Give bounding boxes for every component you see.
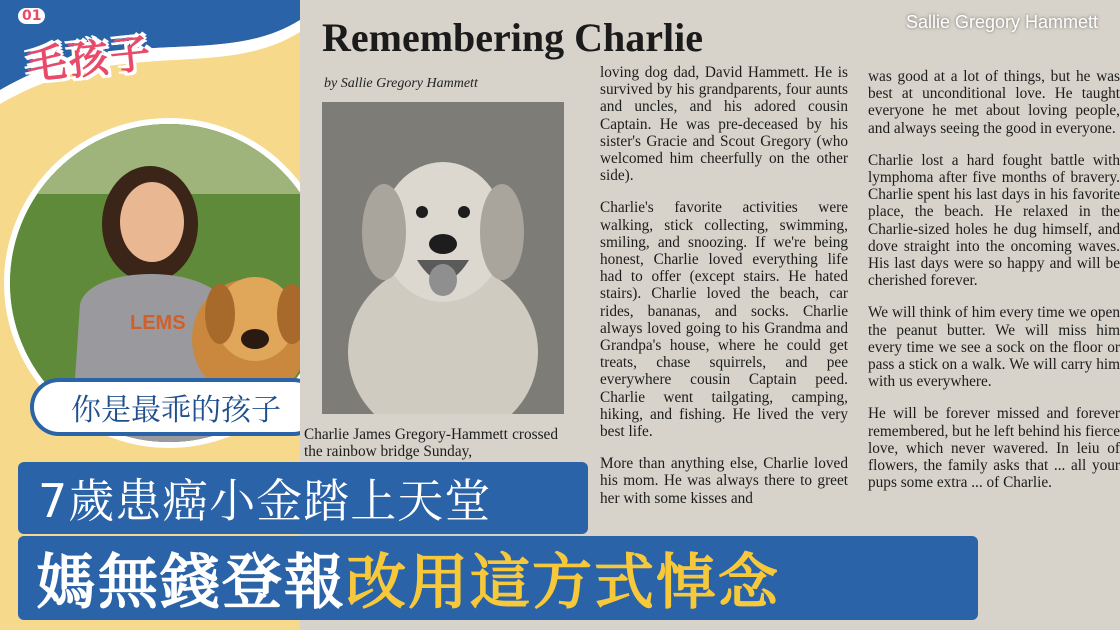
article-paragraph: was good at a lot of things, but he was best at unconditional love. He taught everyone he met about loving people, and always seeing the good in everyone. [868, 68, 1120, 137]
headline-line-1: 7歲患癌小金踏上天堂 [18, 462, 588, 534]
article-paragraph: More than anything else, Charlie loved his mom. He was always there to greet her with some kisses and [600, 455, 848, 507]
article-byline: by Sallie Gregory Hammett [324, 76, 478, 91]
article-paragraph: Charlie James Gregory-Hammett crossed the rainbow bridge Sunday, [304, 426, 558, 461]
logo-tag: 01 [18, 8, 45, 24]
article-paragraph: loving dog dad, David Hammett. He is survived by his grandparents, four aunts and uncles, and his adored cousin Captain. He was pre-deceased by his sister's Gracie and Scout Gregory (who welcomed him cheerfully on the other side). [600, 64, 848, 185]
article-paragraph: Charlie lost a hard fought battle with lymphoma after five months of bravery. Charlie spent his last days in his favorite place, the beach. He relaxed in the Charlie-sized holes he dug himself, and dove straight into the oncoming waves. His last days were so happy and will be cherished forever. [868, 151, 1120, 290]
brand-logo[interactable] [18, 6, 208, 101]
dog-photo [322, 102, 564, 414]
article-column-right [868, 68, 1120, 506]
speech-bubble: 你是最乖的孩子 [30, 378, 322, 436]
golden-retriever-illustration [322, 102, 564, 414]
logo-text: 毛孩子 [24, 30, 155, 90]
article-paragraph: We will think of him every time we open the peanut butter. We will miss him every time we see a sock on the floor or pass a stick on a walk. We will carry him with us everywhere. [868, 304, 1120, 391]
headline-white-text: 媽無錢登報 [36, 548, 346, 618]
svg-text:LEMS: LEMS [130, 312, 186, 334]
article-paragraph: Charlie's favorite activities were walking, stick collecting, swimming, smiling, and snoozing. If we're being honest, Charlie loved everything life had to offer (except stairs. He hated stairs). Charlie loved the beach, car rides, bananas, and socks. Charlie always loved going to his Grandma and Grandpa's house, where he could get treats, chase squirrels, and pee everywhere cousin Captain peed. Charlie went tailgating, camping, hiking, and fishing. He lived the very best life. [600, 199, 848, 441]
headline-yellow-text: 改用這方式悼念 [346, 548, 780, 618]
photo-credit: Sallie Gregory Hammett [905, 12, 1098, 32]
article-title: Remembering Charlie [322, 15, 704, 60]
article-paragraph: He will be forever missed and forever remembered, but he left behind his fierce love, which never wavered. In leiu of flowers, the family asks that ... all your pups some extra ... of Charlie. [868, 405, 1120, 492]
article-column-middle [600, 64, 848, 522]
headline-line-2 [18, 536, 978, 620]
